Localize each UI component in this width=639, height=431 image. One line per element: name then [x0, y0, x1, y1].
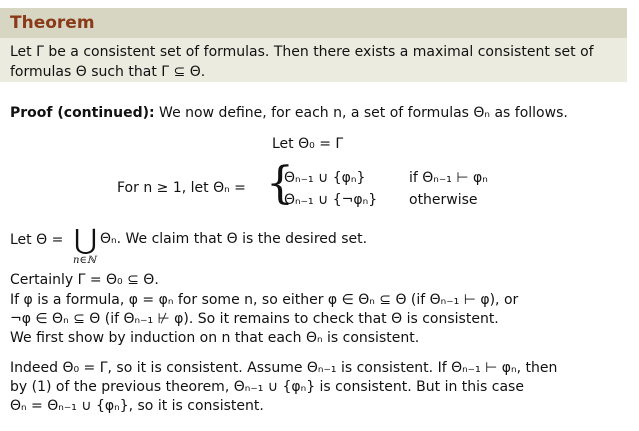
- proof-line-if-3: We first show by induction on n that each Θₙ is consistent.: [10, 330, 420, 346]
- case-1-expr: Θₙ₋₁ ∪ {φₙ}: [284, 170, 366, 186]
- left-brace: {: [266, 158, 294, 209]
- proof-line-if-1: If φ is a formula, φ = φₙ for some n, so either φ ∈ Θₙ ⊆ Θ (if Θₙ₋₁ ⊢ φ), or: [10, 292, 519, 308]
- union-prefix: Let Θ =: [10, 232, 64, 248]
- union-index: n∈ℕ: [73, 255, 96, 266]
- proof-intro-line: [10, 104, 568, 122]
- theorem-statement: [0, 38, 627, 82]
- theorem-box: [0, 8, 627, 82]
- big-union-symbol: ⋃: [74, 223, 97, 256]
- case-2-condition: otherwise: [409, 192, 478, 208]
- proof-line-ind-3: Θₙ = Θₙ₋₁ ∪ {φₙ}, so it is consistent.: [10, 398, 264, 414]
- theorem-title: Theorem: [0, 8, 627, 38]
- proof-intro: We now define, for each n, a set of formulas Θₙ as follows.: [154, 105, 568, 121]
- proof-label: Proof (continued):: [10, 105, 155, 121]
- proof-line-if-2: ¬φ ∈ Θₙ ⊆ Θ (if Θₙ₋₁ ⊬ φ). So it remains to check that Θ is consistent.: [10, 311, 499, 327]
- theorem-line-1: Let Γ be a consistent set of formulas. Then there exists a maximal consistent set of: [10, 44, 594, 60]
- case-2-expr: Θₙ₋₁ ∪ {¬φₙ}: [284, 192, 378, 208]
- let-theta0: Let Θ₀ = Γ: [272, 136, 344, 152]
- proof-line-ind-2: by (1) of the previous theorem, Θₙ₋₁ ∪ {φₙ} is consistent. But in this case: [10, 379, 524, 395]
- proof-line-ind-1: Indeed Θ₀ = Γ, so it is consistent. Assume Θₙ₋₁ is consistent. If Θₙ₋₁ ⊢ φₙ, then: [10, 360, 558, 376]
- union-suffix: Θₙ. We claim that Θ is the desired set.: [100, 231, 368, 247]
- theorem-line-2: formulas Θ such that Γ ⊆ Θ.: [10, 64, 206, 80]
- case-1-condition: if Θₙ₋₁ ⊢ φₙ: [409, 170, 488, 186]
- certainly-line: Certainly Γ = Θ₀ ⊆ Θ.: [10, 272, 159, 288]
- for-n-label: For n ≥ 1, let Θₙ =: [117, 180, 246, 196]
